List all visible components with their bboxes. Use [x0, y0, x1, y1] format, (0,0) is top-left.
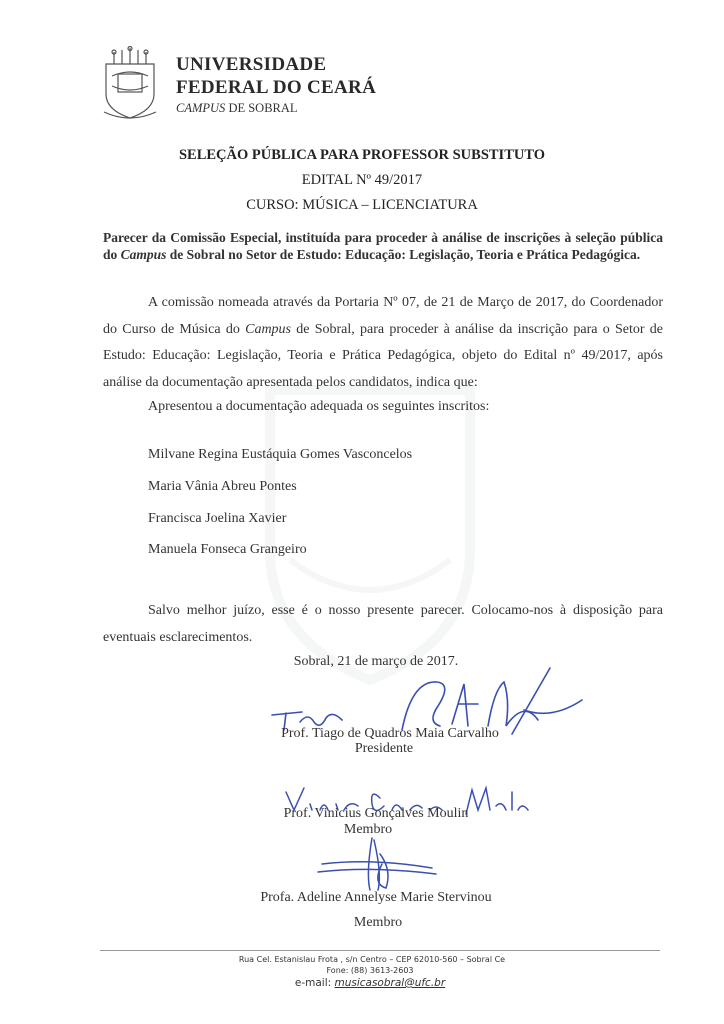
candidate-name: Manuela Fonseca Grangeiro	[148, 542, 307, 557]
course-name: CURSO: MÚSICA – LICENCIATURA	[246, 197, 478, 213]
main-paragraph: A comissão nomeada através da Portaria Nº 07, de 21 de Março de 2017, do Coordenador do Curso de Música do Campus de Sobral, para proceder à análise da inscrição para o Setor de Estudo: Educação: Legislação, Teoria e Prática Pedagógica, objeto do Edital nº 49/2017, após análise da documentação apresentada pelos candidatos, indica que:	[103, 295, 663, 390]
selection-title: SELEÇÃO PÚBLICA PARA PROFESSOR SUBSTITUTO	[178, 147, 546, 163]
document-date: Sobral, 21 de março de 2017.	[293, 654, 459, 669]
university-name-line2: FEDERAL DO CEARÁ	[176, 77, 377, 98]
signature-3-icon	[312, 834, 442, 894]
signatory-name: Prof. Tiago de Quadros Maia Carvalho	[281, 726, 499, 741]
approved-intro: Apresentou a documentação adequada os seguintes inscritos:	[148, 399, 490, 414]
candidate-name: Francisca Joelina Xavier	[148, 511, 287, 526]
signatory-role: Membro	[353, 915, 403, 930]
signatory-name: Profa. Adeline Annelyse Marie Stervinou	[260, 890, 492, 905]
footer-address: Rua Cel. Estanislau Frota , s/n Centro – CEP 62010-560 – Sobral Ce	[238, 955, 506, 964]
edital-number: EDITAL Nº 49/2017	[301, 172, 423, 188]
signatory-role: Presidente	[354, 741, 414, 756]
closing-paragraph: Salvo melhor juízo, esse é o nosso presente parecer. Colocamo-nos à disposição para eventuais esclarecimentos.	[103, 603, 663, 645]
footer-phone: Fone: (88) 3613-2603	[326, 966, 414, 975]
university-crest-icon	[100, 46, 160, 122]
university-name-line1: UNIVERSIDADE	[176, 54, 327, 75]
signatory-name: Prof. Vinicius Gonçalves Moulin	[283, 806, 469, 821]
candidate-name: Milvane Regina Eustáquia Gomes Vasconcelos	[148, 447, 413, 462]
footer-email-link[interactable]: musicasobral@ufc.br	[334, 977, 446, 989]
signatory-role: Membro	[343, 822, 393, 837]
campus-name: CAMPUS DE SOBRAL	[176, 101, 298, 115]
footer-email-line: e-mail: musicasobral@ufc.br	[294, 977, 446, 989]
footer-divider	[100, 950, 660, 951]
commission-intro: Parecer da Comissão Especial, instituída para proceder à análise de inscrições à seleção pública do Campus de Sobral no Setor de Estudo: Educação: Legislação, Teoria e Prática Pedagógica.	[103, 230, 663, 262]
candidate-name: Maria Vânia Abreu Pontes	[148, 479, 297, 494]
